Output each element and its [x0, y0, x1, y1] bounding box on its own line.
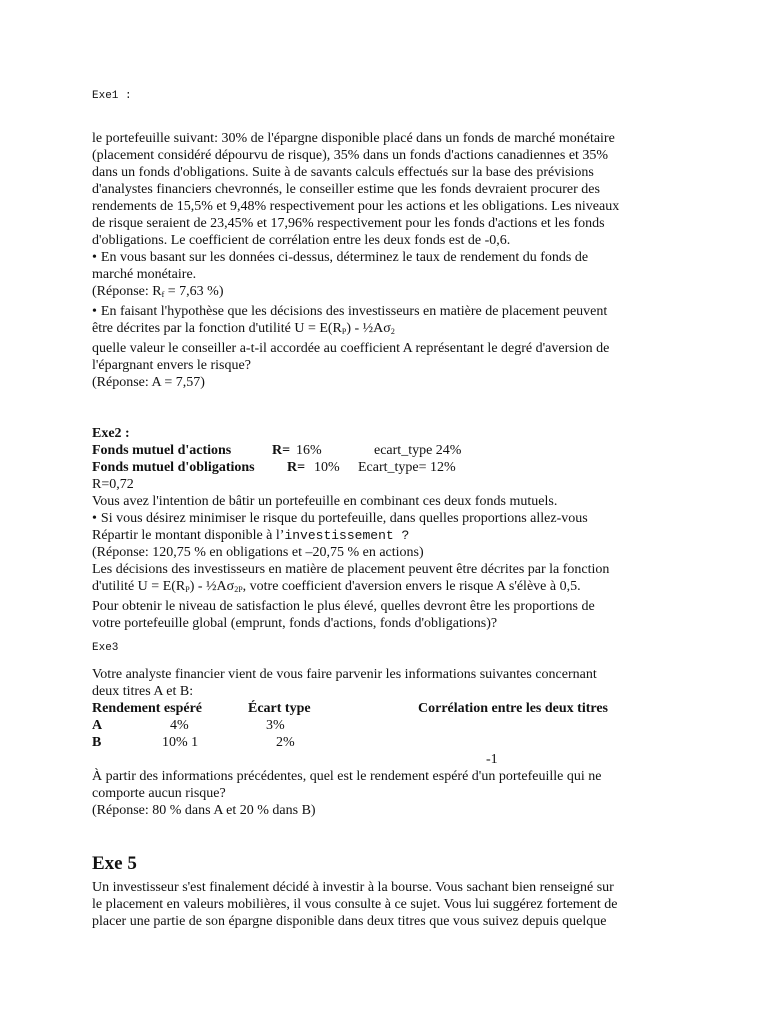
ex1-body: [92, 130, 702, 391]
ex3-row-return: 4%: [170, 718, 189, 733]
ex2-question-2: Les décisions des investisseurs en matière de placement peuvent être décrites par la fonction: [92, 562, 610, 577]
ex1-heading: Exe1 :: [92, 90, 132, 102]
ex3-row-a: [92, 717, 702, 734]
ex3-col-return: Rendement espéré: [92, 701, 203, 716]
ex1-question-1: • En vous basant sur les données ci-dessus, déterminez le taux de rendement du fonds de: [92, 249, 702, 266]
ex5-body: [92, 879, 702, 930]
ex1-answer-2: (Réponse: A = 7,57): [92, 375, 205, 390]
ex3-intro-line: Votre analyste financier vient de vous faire parvenir les informations suivantes concernant: [92, 667, 597, 682]
ex2-question-2-cont: Pour obtenir le niveau de satisfaction le plus élevé, quelles devront être les proportions de: [92, 599, 595, 614]
ex2-correlation: R=0,72: [92, 477, 134, 492]
ex5-line: le placement en valeurs mobilières, il vous consulte à ce sujet. Vous lui suggérez fortement de: [92, 897, 618, 912]
ex3-question: [92, 768, 702, 819]
ex3-corr-value: -1: [486, 752, 498, 767]
ex2-sd: ecart_type 24%: [374, 443, 462, 458]
ex2-answer-1: (Réponse: 120,75 % en obligations et –20,75 % en actions): [92, 545, 424, 560]
ex2-row-obligations: [92, 459, 702, 476]
ex3-question-line: comporte aucun risque?: [92, 786, 226, 801]
ex2-body: [92, 476, 702, 632]
ex5-line: Un investisseur s'est finalement décidé à investir à la bourse. Vous sachant bien renseigné sur: [92, 880, 614, 895]
ex5-line: placer une partie de son épargne disponible dans deux titres que vous suivez depuis quelque: [92, 914, 607, 929]
ex2-r-value: 10%: [314, 460, 340, 475]
ex2-r-value: 16%: [296, 443, 322, 458]
ex2-question-1: • Si vous désirez minimiser le risque du portefeuille, dans quelles proportions allez-vous: [92, 510, 702, 527]
ex1-line: (placement considéré dépourvu de risque), 35% dans un fonds d'actions canadiennes et 35%: [92, 148, 609, 163]
ex1-line: de risque seraient de 23,45% et 17,96% respectivement pour les fonds d'actions et les fonds: [92, 216, 605, 231]
ex1-line: d'obligations. Le coefficient de corrélation entre les deux fonds est de -0,6.: [92, 233, 511, 248]
ex1-question-2-cont: l'épargnant envers le risque?: [92, 358, 251, 373]
ex3-row-name: B: [92, 735, 102, 750]
ex3-intro-line: deux titres A et B:: [92, 684, 194, 699]
ex2-heading: Exe2 :: [92, 426, 130, 441]
ex1-line: d'analystes financiers chevronnés, le conseiller estime que les fonds devraient procurer des: [92, 182, 600, 197]
ex2-r-label: R=: [272, 443, 291, 458]
ex1-line: dans un fonds d'obligations. Suite à de savants calculs effectués sur la base des prévisions: [92, 165, 594, 180]
ex2-row-label: Fonds mutuel d'actions: [92, 443, 232, 458]
ex2-r-label: R=: [287, 460, 306, 475]
ex3-intro: [92, 666, 702, 700]
ex3-question-line: À partir des informations précédentes, quel est le rendement espéré d'un portefeuille qui ne: [92, 769, 602, 784]
ex5-heading: Exe 5: [92, 853, 137, 874]
ex2-question-2-formula: d'utilité $U = E(R_P)$ - $\frac{1}{2}A\sigma_{2P}$, votre coefficient d'aversion envers le risque A s'élève à 0,5.: [92, 579, 581, 594]
ex3-heading: Exe3: [92, 642, 119, 654]
ex3-row-name: A: [92, 718, 103, 733]
ex2-row-label: Fonds mutuel d'obligations: [92, 460, 255, 475]
ex1-answer-1: (Réponse: $R_f = 7,63$ %): [92, 284, 224, 299]
ex3-col-sd: Écart type: [248, 701, 311, 716]
ex2-row-actions: [92, 442, 702, 459]
ex1-question-2-cont: quelle valeur le conseiller a-t-il accordée au coefficient A représentant le degré d'aversion de: [92, 341, 610, 356]
ex1-question-1-cont: marché monétaire.: [92, 267, 197, 282]
ex3-row-sd: 3%: [266, 718, 285, 733]
ex2-sd: Ecart_type= 12%: [358, 460, 456, 475]
ex1-question-2-formula: être décrites par la fonction d'utilité $U = E(R_P)$ - $\frac{1}{2}A\sigma_2$: [92, 321, 395, 336]
ex2-question-1-cont: Répartir le montant disponible à l’investissement ?: [92, 528, 410, 543]
ex3-answer: (Réponse: 80 % dans A et 20 % dans B): [92, 803, 316, 818]
ex1-line: rendements de 15,5% et 9,48% respectivement pour les actions et les obligations. Les niveaux: [92, 199, 620, 214]
ex3-col-corr: Corrélation entre les deux titres: [418, 701, 608, 716]
ex1-line: le portefeuille suivant: 30% de l'épargne disponible placé dans un fonds de marché monétaire: [92, 131, 615, 146]
ex3-table-header: [92, 700, 702, 717]
ex2-question-2-cont: votre portefeuille global (emprunt, fonds d'actions, fonds d'obligations)?: [92, 616, 498, 631]
ex2-intro: Vous avez l'intention de bâtir un portefeuille en combinant ces deux fonds mutuels.: [92, 494, 558, 509]
ex3-row-return: 10% 1: [162, 735, 199, 750]
ex3-row-sd: 2%: [276, 735, 295, 750]
ex1-question-2: • En faisant l'hypothèse que les décisions des investisseurs en matière de placement peuvent: [92, 303, 702, 320]
ex3-row-b: [92, 734, 702, 751]
